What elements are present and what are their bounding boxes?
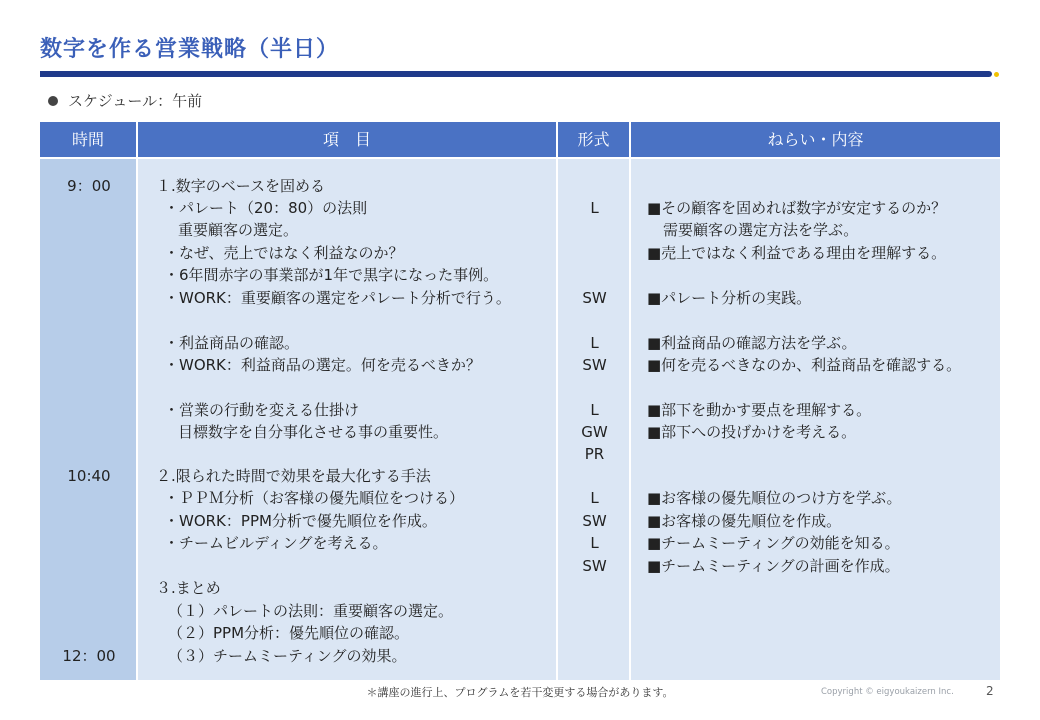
item-line: ・6年間赤字の事業部が1年で黒字になった事例。 — [164, 266, 499, 284]
item-line: ・利益商品の確認。 — [164, 334, 300, 352]
aim-line: ■部下を動かす要点を理解する。 — [647, 401, 872, 419]
item-line: ・なぜ、売上ではなく利益なのか？ — [164, 244, 404, 262]
item-line: ３.まとめ — [156, 579, 221, 597]
aim-line: ■何を売るべきなのか、利益商品を確認する。 — [647, 356, 962, 374]
time-mid: 10:40 — [67, 467, 111, 485]
aim-line: ■その顧客を固めれば数字が安定するのか？ — [647, 199, 947, 217]
aim-line: ■お客様の優先順位のつけ方を学ぶ。 — [647, 489, 902, 507]
format-cell: SW — [582, 557, 607, 575]
header-aim: ねらい・内容 — [767, 130, 864, 149]
aim-line: ■お客様の優先順位を作成。 — [647, 512, 842, 530]
schedule-heading — [48, 90, 202, 111]
header-item: 項 目 — [138, 122, 558, 157]
item-line: ・パレート（20：80）の法則 — [164, 199, 368, 217]
page-number: 2 — [986, 684, 994, 698]
item-line: ・WORK：PPM分析で優先順位を作成。 — [164, 512, 437, 530]
bullet-icon — [48, 96, 58, 106]
table-header — [40, 122, 1000, 157]
format-cell: L — [590, 199, 599, 217]
item-line: ・WORK：重要顧客の選定をパレート分析で行う。 — [164, 289, 511, 307]
item-line: ２.限られた時間で効果を最大化する手法 — [156, 467, 431, 485]
item-line: ・チームビルディングを考える。 — [164, 534, 388, 552]
format-cell: PR — [584, 445, 605, 463]
schedule-table — [40, 122, 1000, 680]
item-line: １.数字のベースを固める — [156, 177, 326, 195]
aim-line: ■部下への投げかけを考える。 — [647, 423, 857, 441]
aim-line: ■チームミーティングの効能を知る。 — [647, 534, 900, 552]
copyright: Copyright © eigyoukaizern Inc. — [821, 687, 954, 697]
aim-line: ■利益商品の確認方法を学ぶ。 — [647, 334, 857, 352]
aim-line: ■パレート分析の実践。 — [647, 289, 812, 307]
time-column — [40, 159, 138, 680]
format-cell: GW — [581, 423, 608, 441]
format-cell: SW — [582, 356, 607, 374]
aims-column — [631, 159, 1000, 680]
format-cell: SW — [582, 512, 607, 530]
aim-line: 需要顧客の選定方法を学ぶ。 — [663, 221, 859, 239]
time-end: 12：00 — [62, 647, 116, 665]
format-cell: L — [590, 534, 599, 552]
schedule-label: スケジュール：午前 — [68, 92, 203, 110]
page-title: 数字を作る営業戦略（半日） — [40, 37, 340, 62]
item-line: （３）チームミーティングの効果。 — [168, 647, 407, 665]
footnote: ＊講座の進行上、プログラムを若干変更する場合があります。 — [366, 686, 674, 699]
format-cell: L — [590, 489, 599, 507]
item-line: （１）パレートの法則：重要顧客の選定。 — [168, 602, 454, 620]
format-cell: SW — [582, 289, 607, 307]
item-line: 重要顧客の選定。 — [178, 221, 299, 239]
aim-line: ■チームミーティングの計画を作成。 — [647, 557, 900, 575]
item-line: ・営業の行動を変える仕掛け — [164, 401, 360, 419]
item-line: 目標数字を自分事化させる事の重要性。 — [178, 423, 449, 441]
table-body — [40, 159, 1000, 680]
title-underline — [40, 71, 992, 77]
header-format: 形式 — [558, 122, 631, 157]
accent-dot — [994, 72, 999, 77]
aim-line: ■売上ではなく利益である理由を理解する。 — [647, 244, 947, 262]
format-cell: L — [590, 334, 599, 352]
format-column — [558, 159, 631, 680]
items-column — [138, 159, 558, 680]
item-line: ・ＰＰＭ分析（お客様の優先順位をつける） — [164, 489, 465, 507]
time-start: 9：00 — [67, 177, 111, 195]
item-line: ・WORK：利益商品の選定。何を売るべきか？ — [164, 356, 481, 374]
header-time: 時間 — [40, 122, 138, 157]
format-cell: L — [590, 401, 599, 419]
item-line: （２）PPM分析：優先順位の確認。 — [168, 624, 410, 642]
